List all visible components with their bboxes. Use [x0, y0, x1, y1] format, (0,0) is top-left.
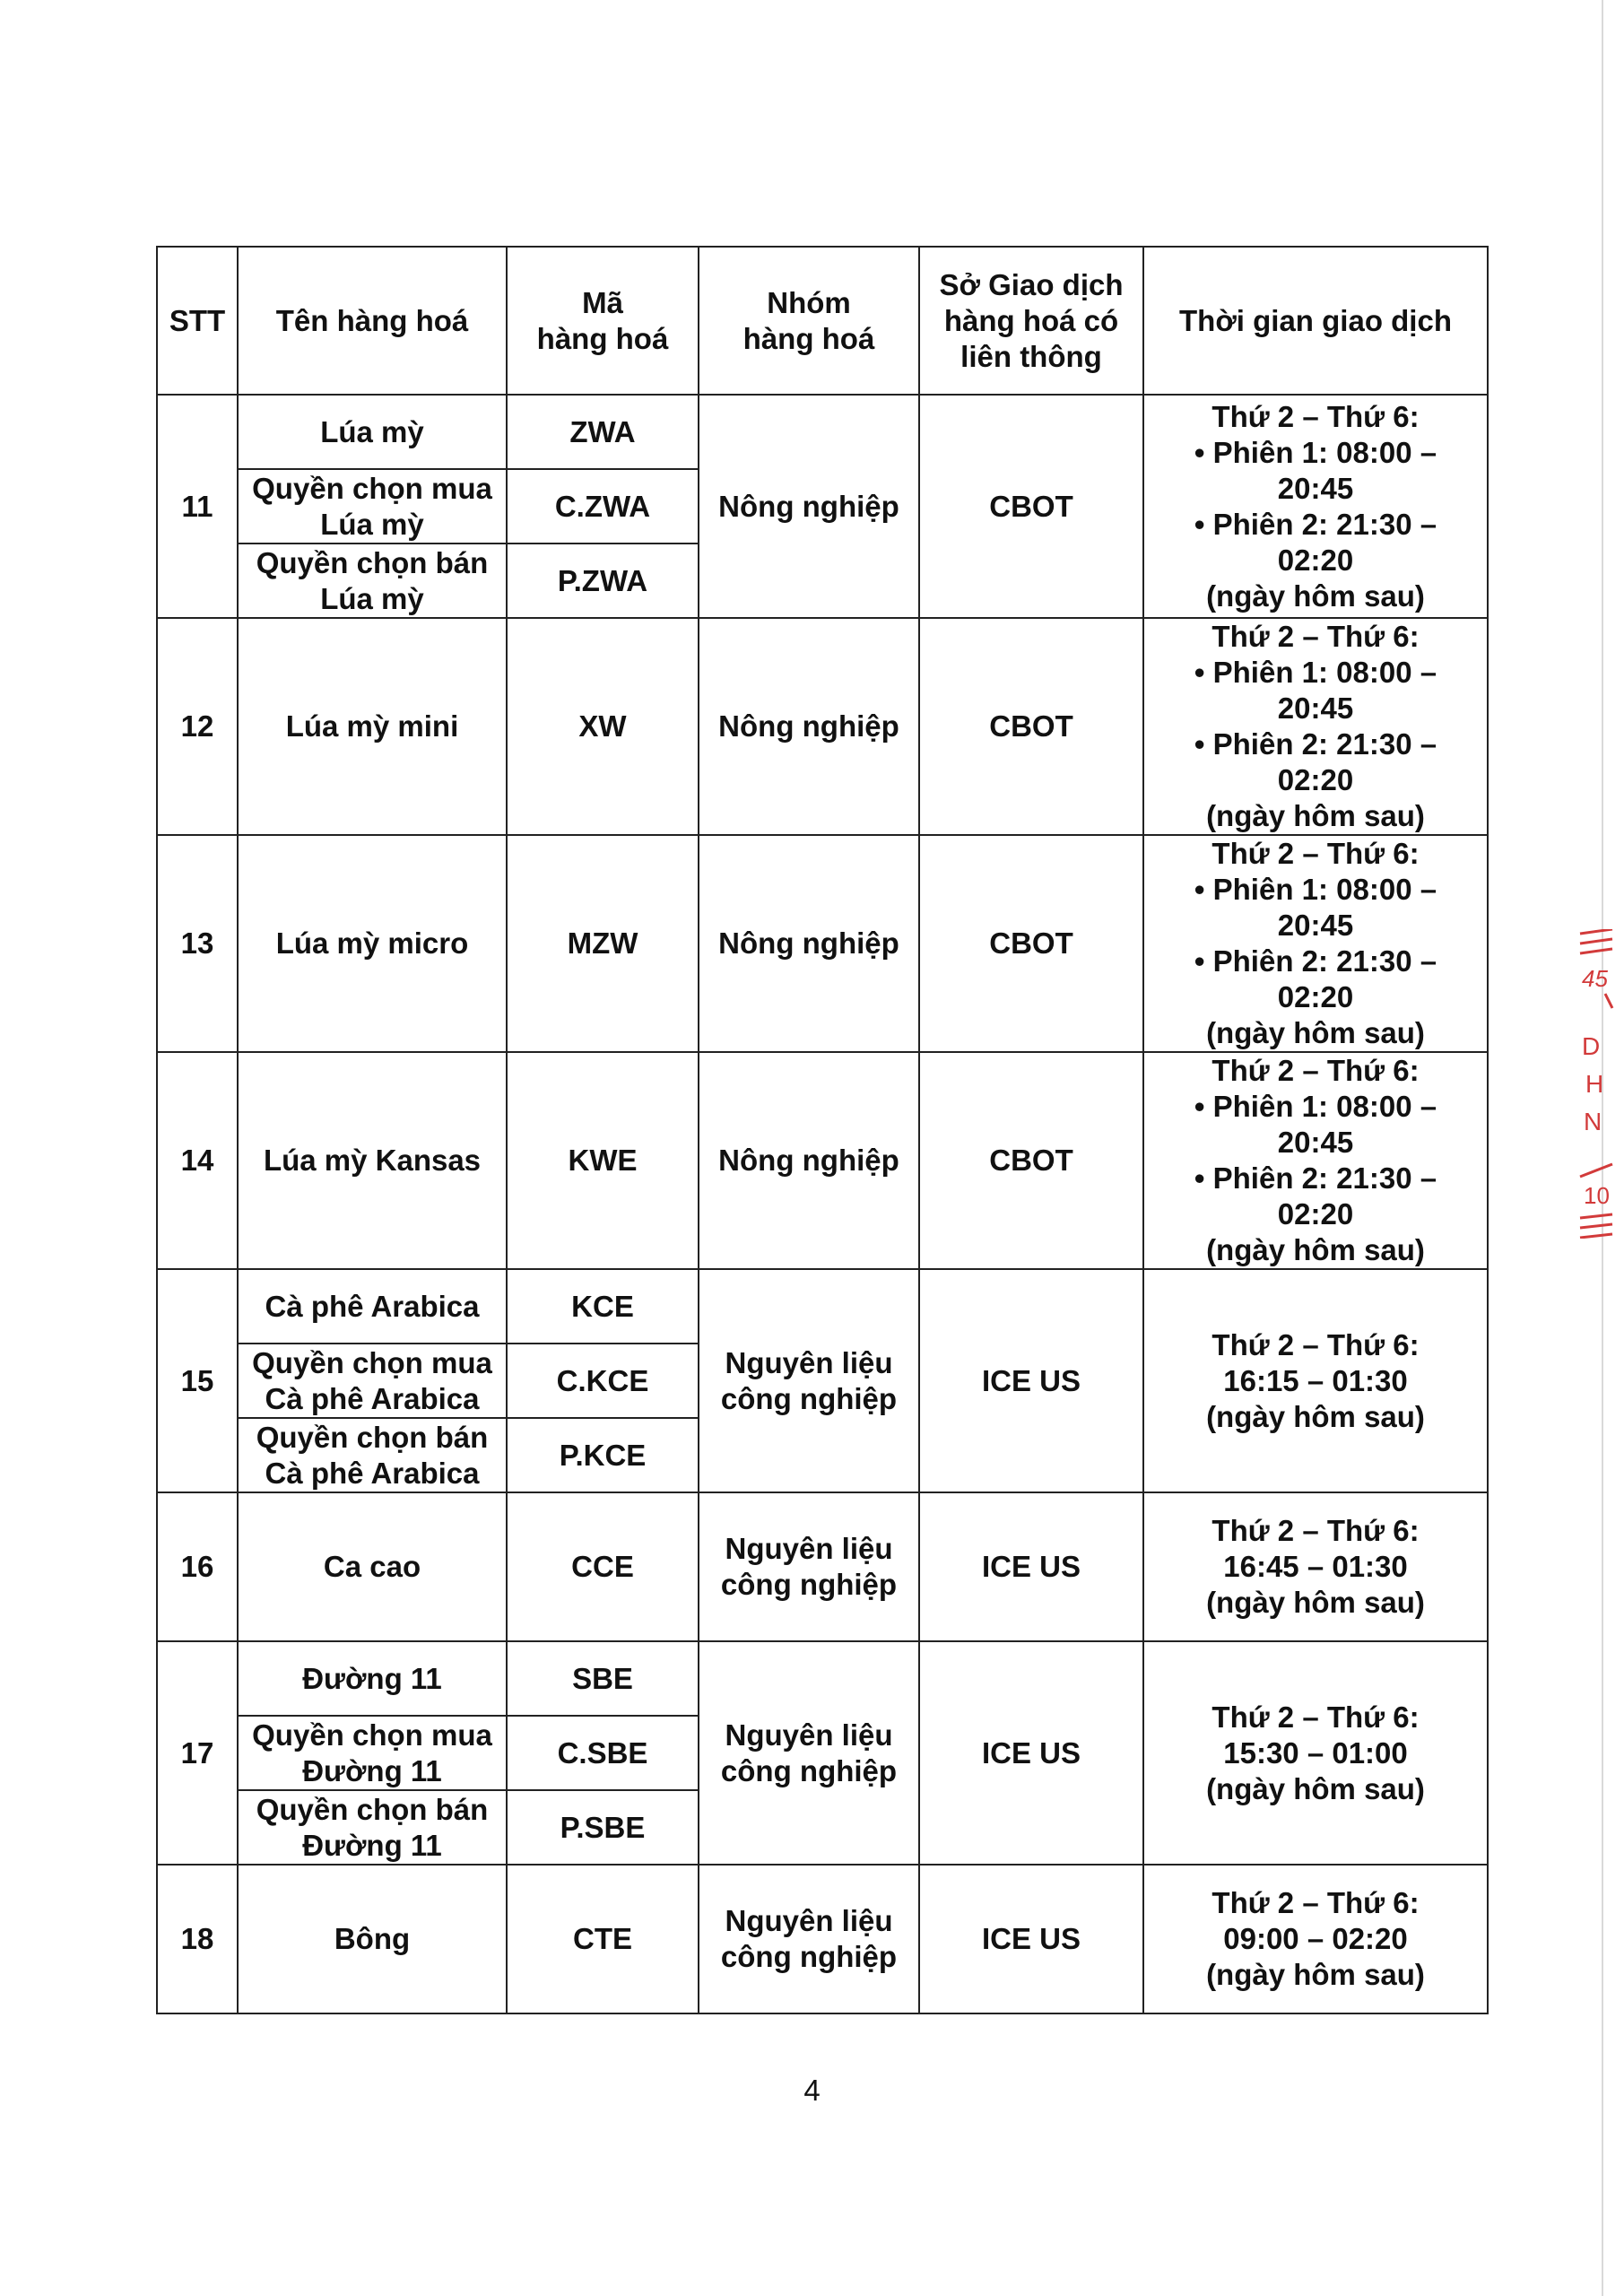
commodity-code: CTE	[507, 1865, 699, 2013]
header-exchange-line: hàng hoá có	[943, 303, 1119, 337]
commodity-code: C.SBE	[507, 1716, 699, 1790]
time-line: 15:30 – 01:00	[1223, 1735, 1408, 1770]
row-stt: 15	[157, 1269, 238, 1492]
commodity-name: Quyền chọn bán Lúa mỳ	[238, 544, 507, 618]
commodity-code: ZWA	[507, 395, 699, 469]
time-line: • Phiên 1: 08:00 – 20:45	[1194, 656, 1437, 725]
commodity-code: CCE	[507, 1492, 699, 1641]
trading-time	[1143, 1269, 1488, 1492]
time-line: Thứ 2 – Thứ 6:	[1211, 1514, 1420, 1547]
commodity-group: Nguyên liệu công nghiệp	[699, 1492, 919, 1641]
table-row	[157, 1269, 1488, 1344]
time-line: (ngày hôm sau)	[1206, 1771, 1425, 1805]
commodity-group: Nguyên liệu công nghiệp	[699, 1641, 919, 1865]
commodity-group: Nguyên liệu công nghiệp	[699, 1865, 919, 2013]
row-stt: 13	[157, 835, 238, 1052]
time-line: (ngày hôm sau)	[1206, 578, 1425, 613]
commodity-name: Cà phê Arabica	[238, 1269, 507, 1344]
table-row	[157, 835, 1488, 1052]
trading-hours-table	[156, 246, 1489, 2014]
commodity-group: Nông nghiệp	[699, 395, 919, 618]
trading-time	[1143, 1865, 1488, 2013]
header-exchange-line: liên thông	[960, 339, 1102, 373]
exchange-name: CBOT	[919, 1052, 1143, 1269]
time-line: • Phiên 1: 08:00 – 20:45	[1194, 435, 1437, 505]
header-exchange	[919, 247, 1143, 395]
commodity-name: Ca cao	[238, 1492, 507, 1641]
time-line: • Phiên 1: 08:00 – 20:45	[1194, 1090, 1437, 1159]
time-line: • Phiên 2: 21:30 – 02:20	[1194, 1161, 1437, 1231]
header-commodity-group	[699, 247, 919, 395]
commodity-name: Quyền chọn mua Cà phê Arabica	[238, 1344, 507, 1418]
commodity-code: KWE	[507, 1052, 699, 1269]
commodity-name: Quyền chọn bán Đường 11	[238, 1790, 507, 1865]
commodity-group: Nông nghiệp	[699, 835, 919, 1052]
page-number: 4	[803, 2074, 821, 2107]
table-row	[157, 1492, 1488, 1641]
trading-time	[1143, 835, 1488, 1052]
time-line: • Phiên 2: 21:30 – 02:20	[1194, 507, 1437, 577]
row-stt: 14	[157, 1052, 238, 1269]
table-row	[157, 1865, 1488, 2013]
exchange-name: ICE US	[919, 1492, 1143, 1641]
svg-text:D: D	[1582, 1032, 1601, 1060]
commodity-group: Nông nghiệp	[699, 1052, 919, 1269]
time-line: 16:15 – 01:30	[1223, 1363, 1408, 1397]
time-line: (ngày hôm sau)	[1206, 1016, 1425, 1049]
commodity-name: Quyền chọn bán Cà phê Arabica	[238, 1418, 507, 1492]
svg-text:10: 10	[1584, 1182, 1610, 1209]
header-trading-time: Thời gian giao dịch	[1143, 247, 1488, 395]
commodity-code: KCE	[507, 1269, 699, 1344]
row-stt: 12	[157, 618, 238, 835]
commodity-code: C.ZWA	[507, 469, 699, 544]
time-line: • Phiên 2: 21:30 – 02:20	[1194, 944, 1437, 1013]
header-code-line: Mã	[582, 285, 623, 319]
header-row	[157, 247, 1488, 395]
trading-time	[1143, 1492, 1488, 1641]
margin-stamp	[1573, 929, 1618, 1239]
table-row	[157, 618, 1488, 835]
exchange-name: CBOT	[919, 618, 1143, 835]
header-group-line: Nhóm	[767, 285, 851, 319]
svg-text:H: H	[1585, 1070, 1604, 1098]
commodity-code: MZW	[507, 835, 699, 1052]
commodity-code: P.KCE	[507, 1418, 699, 1492]
svg-text:N: N	[1584, 1108, 1602, 1135]
time-line: Thứ 2 – Thứ 6:	[1211, 837, 1420, 870]
trading-time	[1143, 618, 1488, 835]
time-line: (ngày hôm sau)	[1206, 1399, 1425, 1433]
time-line: • Phiên 2: 21:30 – 02:20	[1194, 727, 1437, 796]
exchange-name: ICE US	[919, 1269, 1143, 1492]
time-line: 09:00 – 02:20	[1223, 1922, 1408, 1955]
commodity-code: P.ZWA	[507, 544, 699, 618]
table-row	[157, 1641, 1488, 1716]
commodity-name: Lúa mỳ micro	[238, 835, 507, 1052]
time-line: Thứ 2 – Thứ 6:	[1211, 1886, 1420, 1919]
time-line: Thứ 2 – Thứ 6:	[1211, 620, 1420, 653]
time-line: Thứ 2 – Thứ 6:	[1211, 399, 1420, 433]
commodity-name: Quyền chọn mua Đường 11	[238, 1716, 507, 1790]
time-line: (ngày hôm sau)	[1206, 1233, 1425, 1266]
svg-text:45: 45	[1582, 965, 1608, 992]
exchange-name: CBOT	[919, 835, 1143, 1052]
row-stt: 16	[157, 1492, 238, 1641]
commodity-name: Lúa mỳ mini	[238, 618, 507, 835]
exchange-name: ICE US	[919, 1865, 1143, 2013]
time-line: Thứ 2 – Thứ 6:	[1211, 1327, 1420, 1361]
commodity-name: Đường 11	[238, 1641, 507, 1716]
header-group-line: hàng hoá	[743, 321, 875, 355]
row-stt: 18	[157, 1865, 238, 2013]
commodity-code: SBE	[507, 1641, 699, 1716]
header-commodity-name: Tên hàng hoá	[238, 247, 507, 395]
time-line: Thứ 2 – Thứ 6:	[1211, 1054, 1420, 1087]
commodity-code: XW	[507, 618, 699, 835]
exchange-name: ICE US	[919, 1641, 1143, 1865]
trading-time	[1143, 1641, 1488, 1865]
exchange-name: CBOT	[919, 395, 1143, 618]
time-line: (ngày hôm sau)	[1206, 1958, 1425, 1991]
header-code-line: hàng hoá	[536, 321, 669, 355]
header-stt: STT	[157, 247, 238, 395]
header-commodity-code	[507, 247, 699, 395]
row-stt: 17	[157, 1641, 238, 1865]
header-exchange-line: Sở Giao dịch	[939, 267, 1124, 301]
row-stt: 11	[157, 395, 238, 618]
trading-time	[1143, 395, 1488, 618]
time-line: 16:45 – 01:30	[1223, 1550, 1408, 1583]
commodity-group: Nguyên liệu công nghiệp	[699, 1269, 919, 1492]
table-row	[157, 1052, 1488, 1269]
margin-stamp-marks	[1580, 929, 1612, 1238]
commodity-name: Lúa mỳ Kansas	[238, 1052, 507, 1269]
commodity-name: Lúa mỳ	[238, 395, 507, 469]
time-line: (ngày hôm sau)	[1206, 1586, 1425, 1619]
time-line: Thứ 2 – Thứ 6:	[1211, 1700, 1420, 1734]
time-line: (ngày hôm sau)	[1206, 799, 1425, 832]
commodity-name: Bông	[238, 1865, 507, 2013]
trading-time	[1143, 1052, 1488, 1269]
table-row	[157, 395, 1488, 469]
commodity-code: P.SBE	[507, 1790, 699, 1865]
commodity-name: Quyền chọn mua Lúa mỳ	[238, 469, 507, 544]
commodity-code: C.KCE	[507, 1344, 699, 1418]
time-line: • Phiên 1: 08:00 – 20:45	[1194, 873, 1437, 942]
commodity-group: Nông nghiệp	[699, 618, 919, 835]
